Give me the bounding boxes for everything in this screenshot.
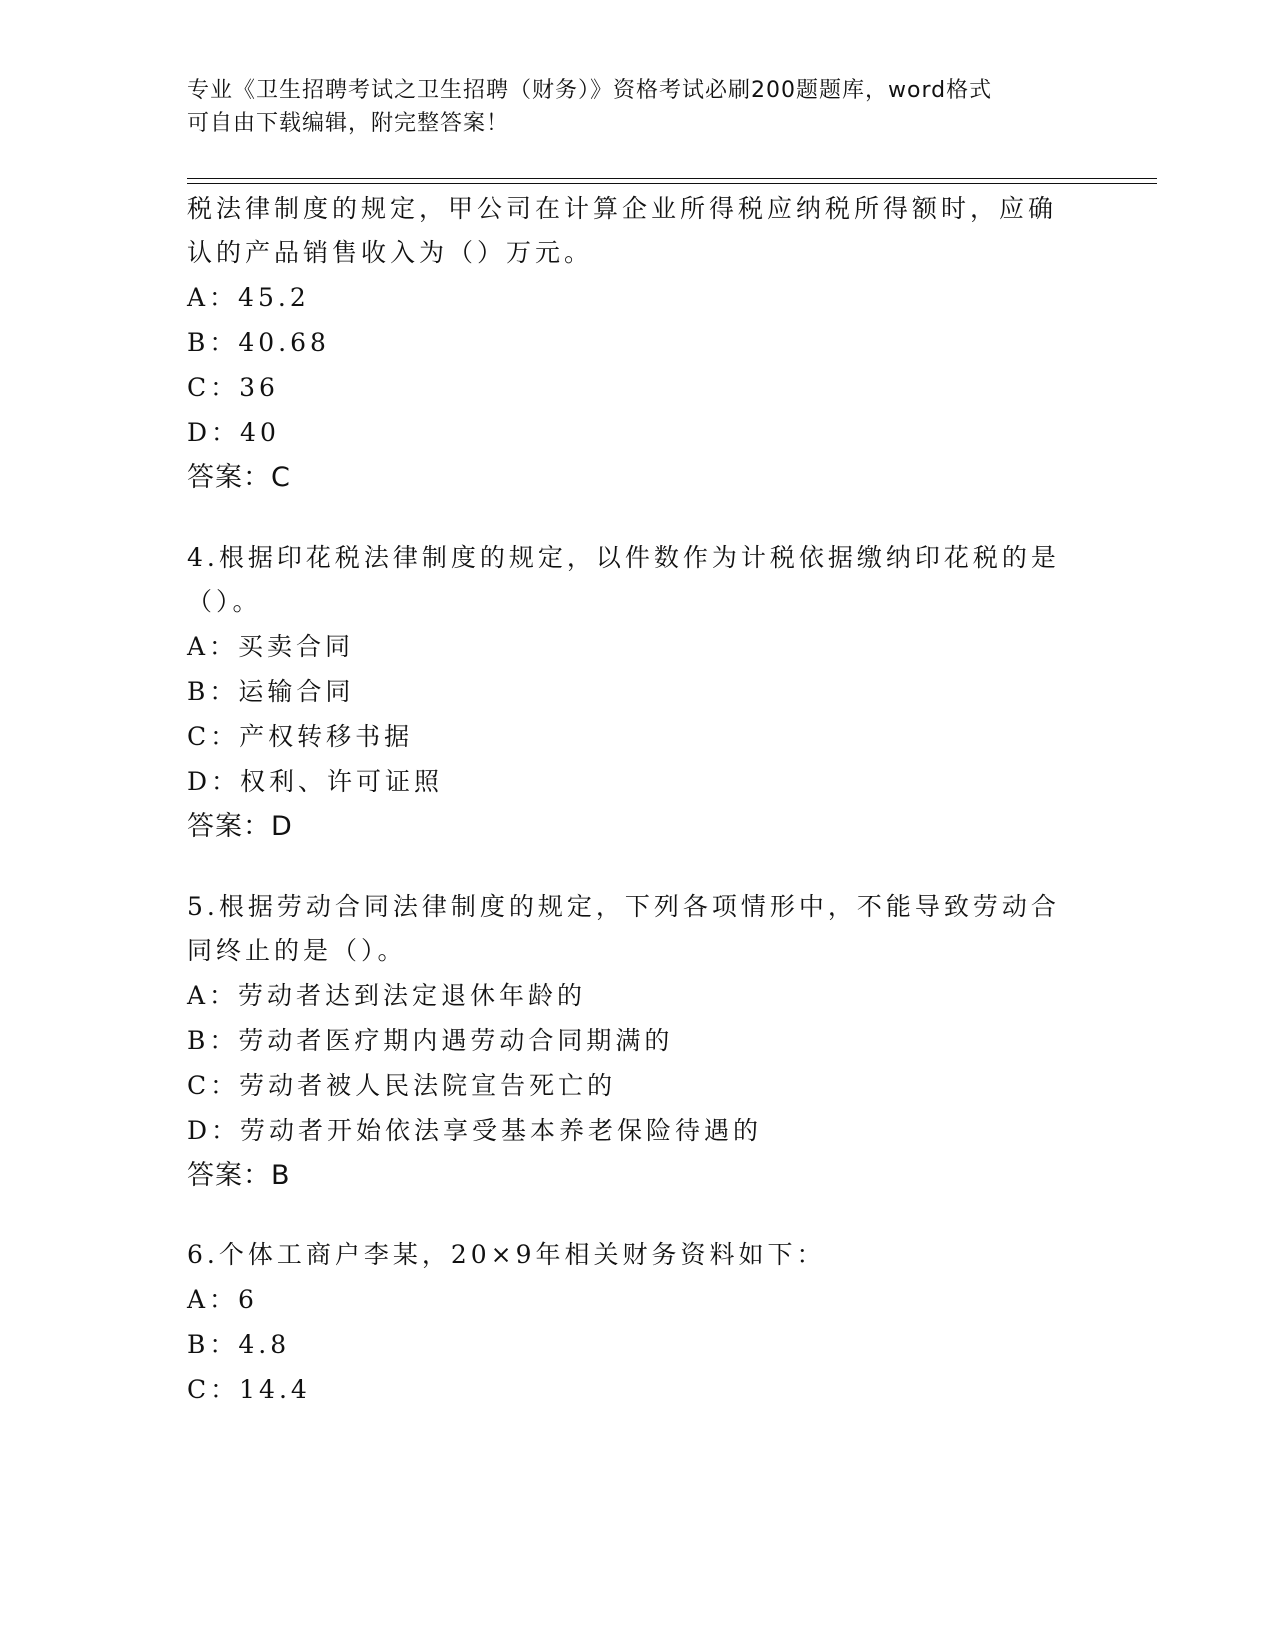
question-6 [187,1233,1067,1412]
header-title-line-1: 专业《卫生招聘考试之卫生招聘（财务）》资格考试必刷200题题库，word格式 [187,78,993,103]
question-stem-line-1: 4.根据印花税法律制度的规定，以件数作为计税依据缴纳印花税的是 [187,543,1060,572]
option-c: C：36 [187,373,279,402]
option-b: B：劳动者医疗期内遇劳动合同期满的 [187,1026,674,1055]
header-divider-top [187,178,1157,179]
question-stem-line-2: 同终止的是（）。 [187,936,407,965]
option-a: A：买卖合同 [187,632,355,661]
question-5 [187,885,1067,1199]
header-title-line-2: 可自由下载编辑，附完整答案！ [187,111,510,136]
option-a: A：6 [187,1285,258,1314]
question-stem-line-2: （）。 [187,587,262,616]
option-a: A：45.2 [187,283,310,312]
option-c: C：产权转移书据 [187,722,414,751]
answer-line: 答案：D [187,811,293,842]
option-c: C：劳动者被人民法院宣告死亡的 [187,1071,617,1100]
option-a: A：劳动者达到法定退休年龄的 [187,981,587,1010]
option-b: B：运输合同 [187,677,355,706]
option-d: D：40 [187,418,280,447]
document-header [187,74,1067,140]
answer-line: 答案：C [187,462,291,493]
question-4 [187,536,1067,850]
answer-line: 答案：B [187,1160,291,1191]
option-b: B：4.8 [187,1330,291,1359]
question-3 [187,187,1067,501]
option-d: D：权利、许可证照 [187,767,444,796]
question-stem-line-1: 税法律制度的规定，甲公司在计算企业所得税应纳税所得额时，应确 [187,194,1058,223]
option-c: C：14.4 [187,1375,311,1404]
question-stem-line-2: 认的产品销售收入为（）万元。 [187,238,594,267]
option-d: D：劳动者开始依法享受基本养老保险待遇的 [187,1116,763,1145]
option-b: B：40.68 [187,328,330,357]
header-divider-bottom [187,183,1157,184]
question-stem-line-1: 6.个体工商户李某，20×9年相关财务资料如下： [187,1240,826,1269]
question-stem-line-1: 5.根据劳动合同法律制度的规定，下列各项情形中，不能导致劳动合 [187,892,1060,921]
